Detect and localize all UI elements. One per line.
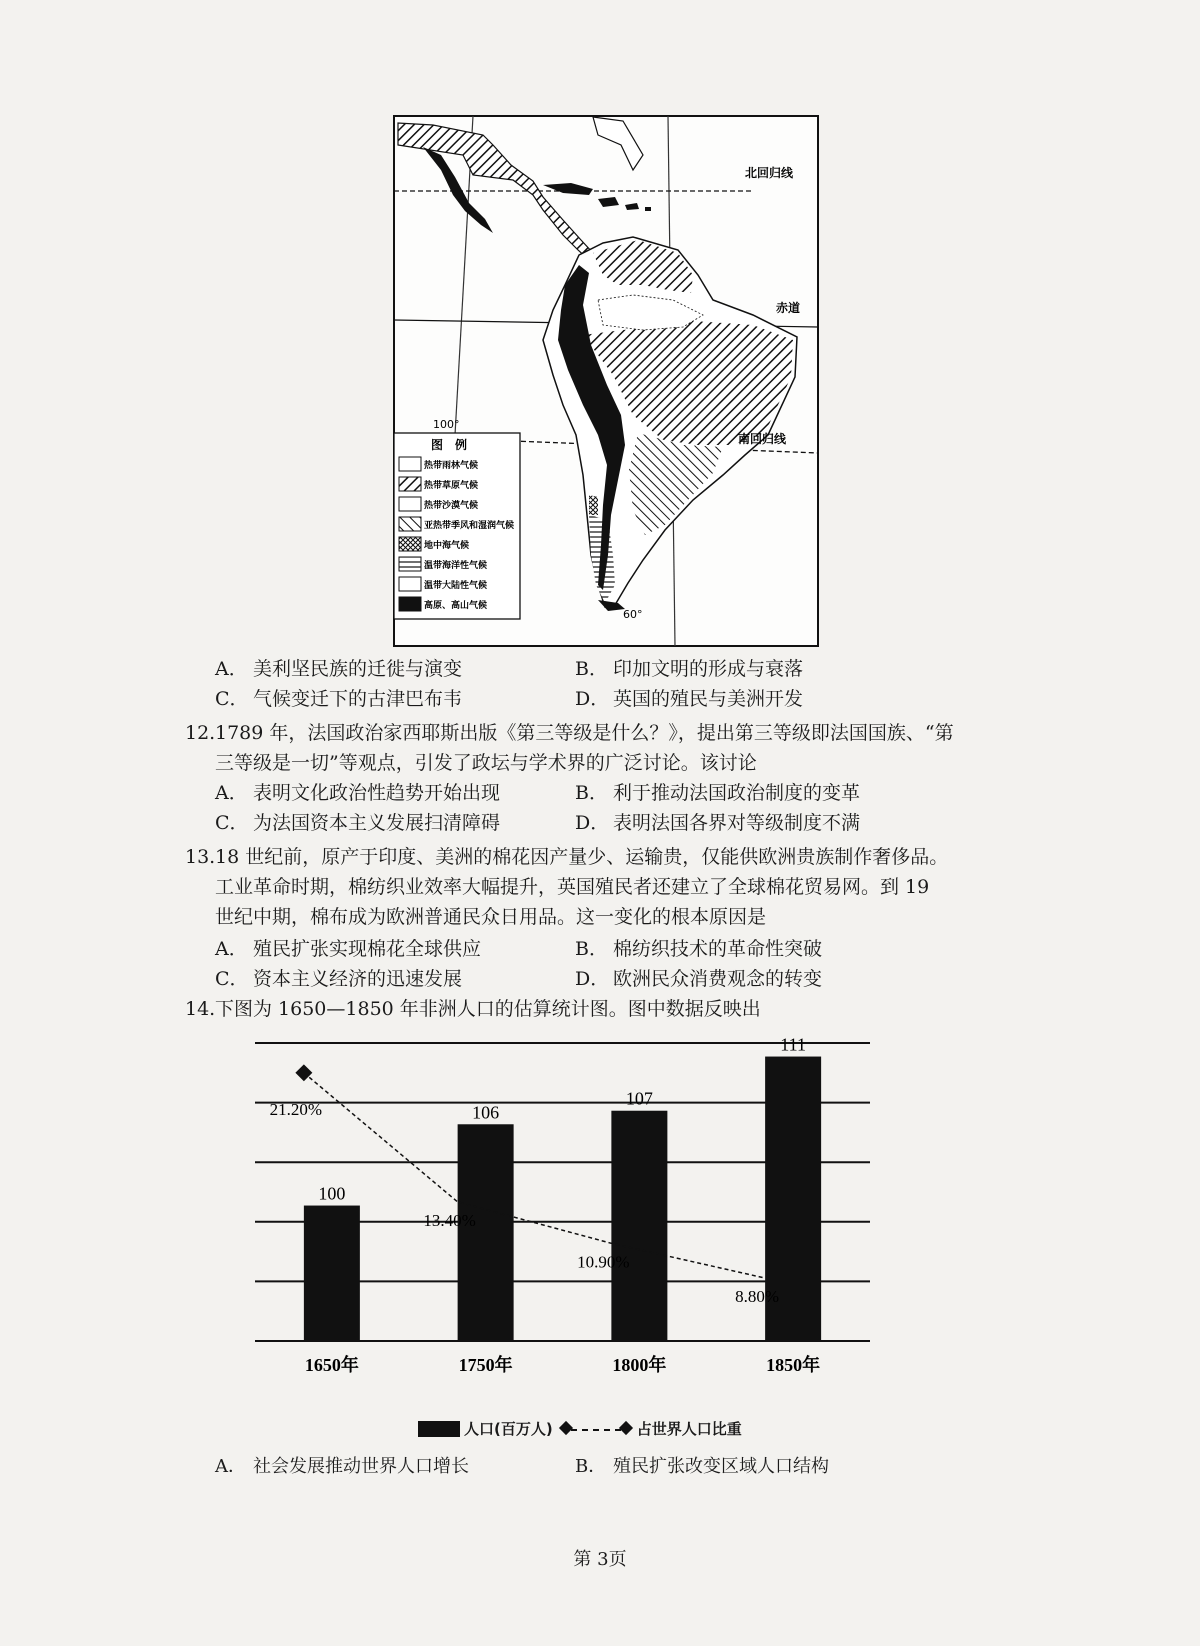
q14-stem: 14.下图为 1650—1850 年非洲人口的估算统计图。图中数据反映出 [185,998,761,1020]
q13-stem-line-3: 世纪中期，棉布成为欧洲普通民众日用品。这一变化的根本原因是 [215,906,767,928]
tropic-north-label: 北回归线 [745,166,794,180]
map-legend-swatch [399,597,421,611]
page-number: 第 3页 [573,1549,627,1570]
q13-stem-line-2: 工业革命时期，棉纺织业效率大幅提升，英国殖民者还建立了全球棉花贸易网。到 19 [215,876,930,898]
q11-option-b: B． 印加文明的形成与衰落 [575,658,804,680]
q14-option-b: B． 殖民扩张改变区域人口结构 [575,1456,829,1477]
climate-map [393,115,819,647]
equator-label: 赤道 [776,301,801,315]
q12-option-c: C． 为法国资本主义发展扫清障碍 [215,812,501,834]
map-legend-swatch [399,497,421,511]
q11-option-a: A． 美利坚民族的迁徙与演变 [215,658,463,680]
map-legend-label: 温带大陆性气候 [424,581,488,591]
population-bar [304,1206,360,1341]
share-value-label: 13.40% [423,1210,476,1230]
map-legend-label: 地中海气候 [424,541,470,551]
q12-option-a: A． 表明文化政治性趋势开始出现 [215,782,501,804]
legend-bar-swatch [418,1421,460,1437]
chart-legend [418,1418,742,1439]
map-legend-label: 热带雨林气候 [424,461,479,471]
map-legend-swatch [399,457,421,471]
q12-option-b: B． 利于推动法国政治制度的变革 [575,782,861,804]
map-legend-swatch [399,517,421,531]
lon-60-label: 60° [623,608,643,621]
map-legend-swatch [399,577,421,591]
x-tick-label: 1800年 [612,1355,667,1375]
tropic-south-label: 南回归线 [738,432,787,446]
bar-value-label: 111 [780,1035,806,1055]
legend-line-swatch [561,1422,631,1436]
q11-option-c: C． 气候变迁下的古津巴布韦 [215,688,463,710]
map-legend-swatch [399,557,421,571]
share-value-label: 10.90% [577,1252,630,1272]
map-legend-swatch [399,537,421,551]
x-tick-label: 1650年 [304,1355,359,1375]
x-tick-label: 1750年 [458,1355,513,1375]
map-legend-title: 图 例 [431,438,468,452]
q13-option-c: C． 资本主义经济的迅速发展 [215,968,463,990]
q12-stem-line-2: 三等级是一切”等观点，引发了政坛与学术界的广泛讨论。该讨论 [215,752,757,774]
population-bar [611,1111,667,1341]
share-value-label: 21.20% [269,1099,323,1119]
q13-option-b: B． 棉纺织技术的革命性突破 [575,938,823,960]
legend-line-label: 占世界人口比重 [636,1420,742,1438]
q13-option-d: D． 欧洲民众消费观念的转变 [575,968,823,990]
map-legend-label: 亚热带季风和湿润气候 [424,521,515,531]
map-legend-label: 热带沙漠气候 [424,501,479,511]
map-legend-label: 高原、高山气候 [424,601,488,611]
q12-stem-line-1: 12.1789 年，法国政治家西耶斯出版《第三等级是什么？》，提出第三等级即法国国族、“第 [185,722,954,744]
bar-value-label: 106 [472,1102,500,1123]
q11-option-d: D． 英国的殖民与美洲开发 [575,688,804,710]
legend-bar-label: 人口(百万人) [464,1420,553,1438]
population-chart [255,1035,925,1455]
q14-option-a: A． 社会发展推动世界人口增长 [215,1456,469,1477]
q13-stem-line-1: 13.18 世纪前，原产于印度、美洲的棉花因产量少、运输贵，仅能供欧洲贵族制作奢侈品。 [185,846,949,868]
q12-option-d: D． 表明法国各界对等级制度不满 [575,812,861,834]
map-legend-label: 温带海洋性气候 [424,561,488,571]
share-value-label: 8.80% [735,1287,780,1307]
lon-100-label: 100° [433,418,460,431]
population-bar [458,1124,514,1341]
x-tick-label: 1850年 [766,1355,821,1375]
q13-option-a: A． 殖民扩张实现棉花全球供应 [215,938,482,960]
map-legend-swatch [399,477,421,491]
bar-value-label: 100 [318,1183,346,1204]
map-legend-label: 热带草原气候 [424,481,479,491]
bar-value-label: 107 [625,1088,653,1109]
